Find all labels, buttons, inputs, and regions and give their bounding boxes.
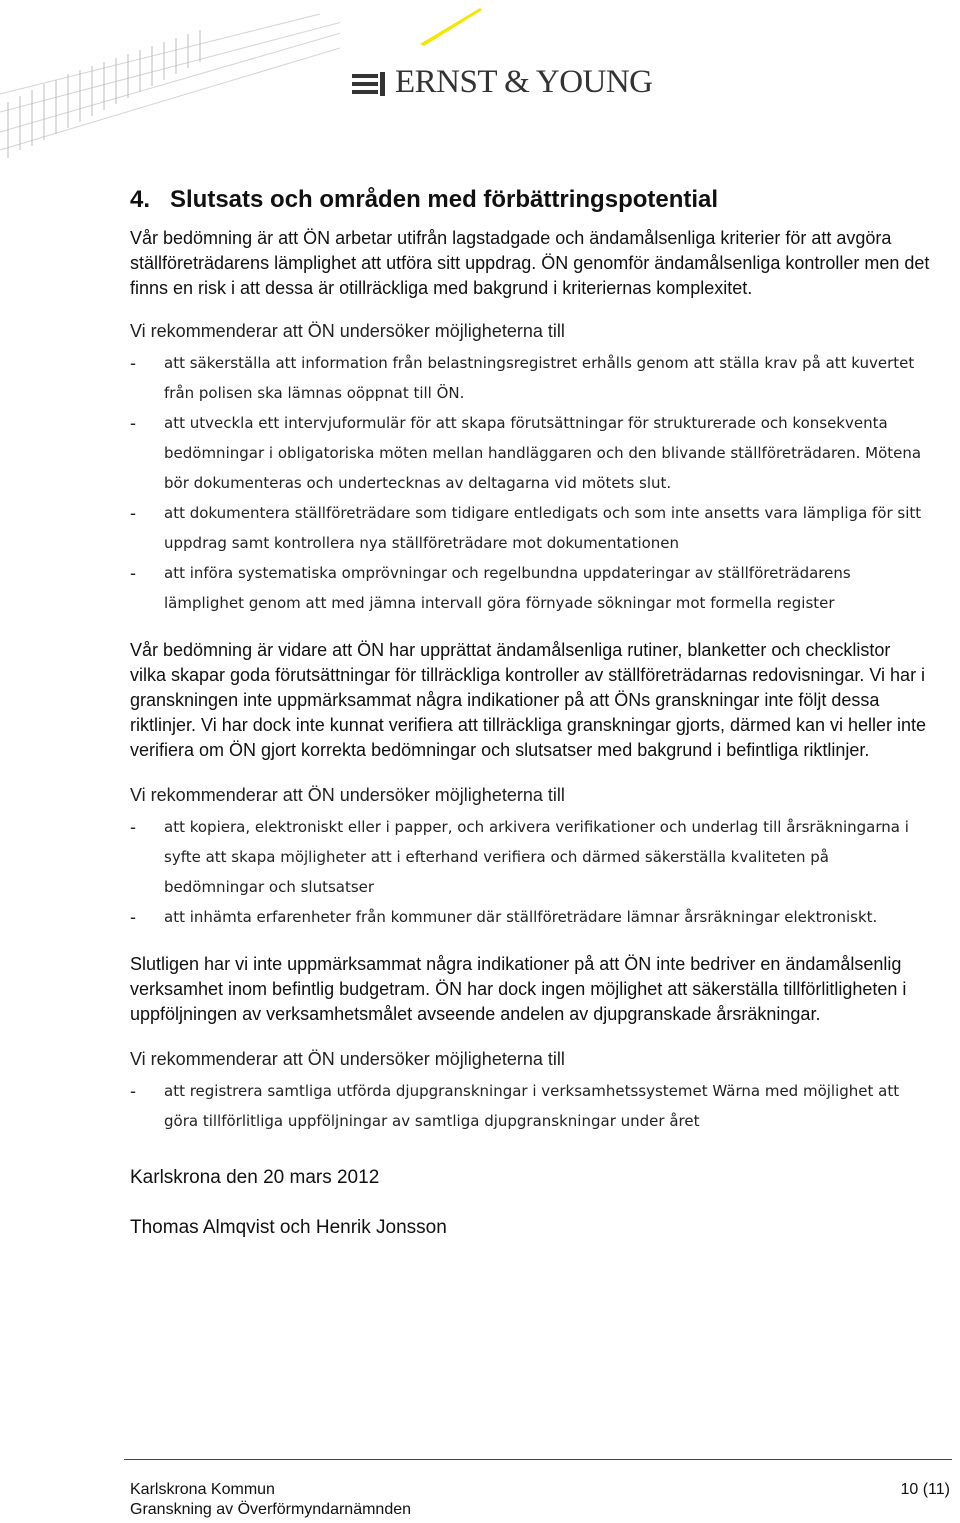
footer-divider (124, 1459, 952, 1460)
section-title: Slutsats och områden med förbättringspotential (170, 186, 719, 213)
main-content (130, 186, 930, 1240)
list-item: - att utveckla ett intervjuformulär för att skapa förutsättningar för strukturerade och konsekventa bedömningar i obligatoriska möten mellan handläggaren och den blivande ställföreträdaren. Mötena bör dokumenteras och undertecknas av deltagarna vid mötets slut. (130, 413, 922, 492)
recommendation-lead: Vi rekommenderar att ÖN undersöker möjligheterna till (130, 321, 565, 341)
decorative-lines (0, 0, 340, 160)
list-item: - att dokumentera ställföreträdare som tidigare entledigats och som inte ansetts vara lämpliga för sitt uppdrag samt kontrollera nya ställföreträdare mot dokumentationen (130, 503, 922, 552)
place-date: Karlskrona den 20 mars 2012 (130, 1167, 380, 1188)
list-item-text: att inhämta erfarenheter från kommuner där ställföreträdare lämnar årsräkningar elektroniskt. (164, 908, 878, 926)
footer-report-title: Granskning av Överförmyndarnämnden (130, 1501, 412, 1518)
list-item: - att registrera samtliga utförda djupgranskningar i verksamhetssystemet Wärna med möjlighet att göra tillförlitliga uppföljningar av samtliga djupgranskningar under året (130, 1081, 900, 1130)
list-item: - att säkerställa att information från belastningsregistret erhålls genom att ställa krav på att kuvertet från polisen ska lämnas oöppnat till ÖN. (130, 353, 915, 402)
footer-organization: Karlskrona Kommun (130, 1481, 275, 1498)
list-item-text: att införa systematiska omprövningar och regelbundna uppdateringar av ställföreträdarens lämplighet genom att med jämna intervall göra förnyade sökningar mot formella register (164, 564, 851, 612)
list-item: - att införa systematiska omprövningar och regelbundna uppdateringar av ställföreträdarens lämplighet genom att med jämna intervall göra förnyade sökningar mot formella register (130, 563, 851, 612)
list-item-text: att säkerställa att information från belastningsregistret erhålls genom att ställa krav på att kuvertet från polisen ska lämnas oöppnat till ÖN. (164, 354, 915, 402)
recommendation-list (130, 1076, 930, 1136)
logo-accent (360, 0, 960, 60)
company-logo: ERNST & YOUNG (395, 64, 653, 100)
list-item-text: att kopiera, elektroniskt eller i papper, och arkivera verifikationer och underlag till årsräkningarna i syfte att skapa möjligheter att i efterhand verifiera och därmed säkerställa kvaliteten på bedömningar och slutsatser (164, 818, 909, 896)
page-header (0, 0, 960, 160)
footer-info (130, 1480, 411, 1520)
list-item-text: att utveckla ett intervjuformulär för att skapa förutsättningar för strukturerade och konsekventa bedömningar i obligatoriska möten mellan handläggaren och den blivande ställföreträdaren. Mötena bör dokumenteras och undertecknas av deltagarna vid mötets slut. (164, 414, 922, 492)
logo-mark-icon (352, 68, 392, 100)
list-item: - att kopiera, elektroniskt eller i papper, och arkivera verifikationer och underlag till årsräkningarna i syfte att skapa möjligheter att i efterhand verifiera och därmed säkerställa kvaliteten på bedömningar och slutsatser (130, 817, 909, 896)
list-item-text: att registrera samtliga utförda djupgranskningar i verksamhetssystemet Wärna med möjlighet att göra tillförlitliga uppföljningar av samtliga djupgranskningar under året (164, 1082, 900, 1130)
conclusion-paragraph: Vår bedömning är att ÖN arbetar utifrån lagstadgade och ändamålsenliga kriterier för att avgöra ställföreträdarens lämplighet att utföra sitt uppdrag. ÖN genomför ändamålsenliga kontroller men det finns en risk i att dessa är otillräckliga med bakgrund i kriteriernas komplexitet. (130, 228, 930, 298)
recommendation-lead: Vi rekommenderar att ÖN undersöker möjligheterna till (130, 1049, 565, 1069)
recommendation-list (130, 348, 930, 618)
authors: Thomas Almqvist och Henrik Jonsson (130, 1217, 447, 1238)
list-item-text: att dokumentera ställföreträdare som tidigare entledigats och som inte ansetts vara lämpliga för sitt uppdrag samt kontrollera nya ställföreträdare mot dokumentationen (164, 504, 922, 552)
conclusion-paragraph: Vår bedömning är vidare att ÖN har upprättat ändamålsenliga rutiner, blanketter och checklistor vilka skapar goda förutsättningar för tillräckliga kontroller av ställföreträdarnas redovisningar. Vi har i granskningen inte uppmärksammat några indikationer på att ÖNs granskningar inte följt dessa riktlinjer. Vi har dock inte kunnat verifiera att tillräckliga granskningar gjorts, därmed kan vi heller inte verifiera om ÖN gjort korrekta bedömningar och slutsatser med bakgrund i befintliga riktlinjer. (130, 640, 927, 760)
section-number: 4. (130, 186, 151, 213)
page-number: 10 (11) (900, 1481, 950, 1498)
section-heading (130, 186, 930, 214)
conclusion-paragraph: Slutligen har vi inte uppmärksammat några indikationer på att ÖN inte bedriver en ändamålsenlig verksamhet inom befintlig budgetram. ÖN har dock ingen möjlighet att säkerställa tillförlitligheten i uppföljningen av verksamhetsmålet avseende andelen av djupgranskade årsräkningar. (130, 954, 907, 1024)
list-item: - att inhämta erfarenheter från kommuner där ställföreträdare lämnar årsräkningar elektroniskt. (130, 907, 878, 927)
recommendation-lead: Vi rekommenderar att ÖN undersöker möjligheterna till (130, 785, 565, 805)
recommendation-list (130, 812, 930, 932)
